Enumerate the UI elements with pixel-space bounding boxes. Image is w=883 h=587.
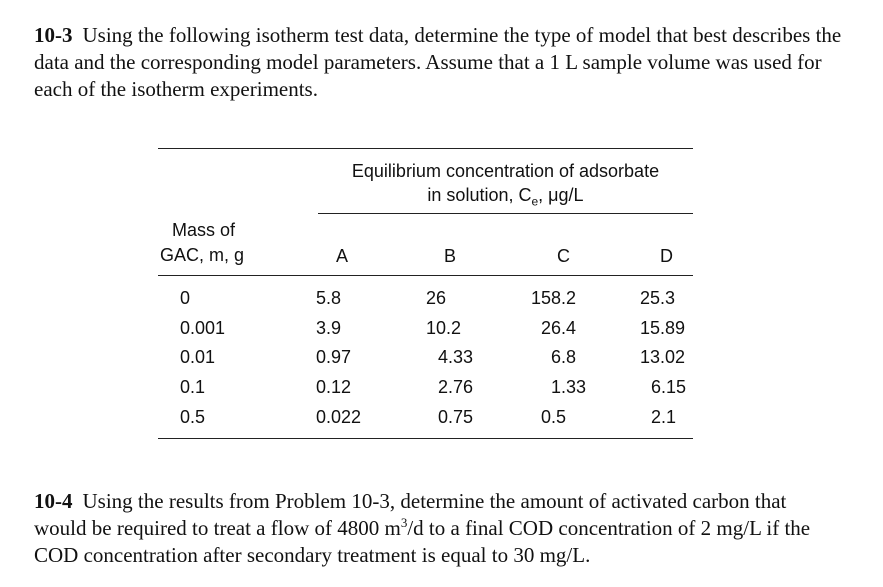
cell-mass: 0.01 [180,347,216,367]
cell-d: 6.15 [651,377,687,397]
cell-d: 13.02 [640,347,686,367]
problem-number: 10-3 [34,23,73,47]
problem-number: 10-4 [34,489,73,513]
cell-a: 0.12 [316,377,352,397]
cell-c: 0.5 [541,407,567,427]
cell-b: 4.33 [438,347,474,367]
cell-b: 26 [426,288,447,308]
cell-c: 1.33 [551,377,587,397]
cell-b: 10.2 [426,318,462,338]
subscript-e: e [531,194,539,209]
problem-text-part2: /d to a final COD concentration of 2 mg/L if the COD concentration after secondary treatment is equal to 30 mg/L. [34,516,811,567]
problem-text: Using the following isotherm test data, determine the type of model that best describes the data and the corresponding model parameters. Assume that a 1 L sample volume was used for each of the isotherm experiments. [34,23,842,101]
mass-header-line1: Mass of [172,220,236,240]
cell-a: 3.9 [316,318,342,338]
cell-b: 2.76 [438,377,474,397]
cell-mass: 0.001 [180,318,226,338]
mass-header-line2: GAC, m, g [160,245,245,265]
header-bottom-rule [158,275,693,276]
cell-d: 2.1 [651,407,677,427]
problem-text-part1: Using the results from Problem 10-3, determine the amount of activated carbon that would be required to treat a flow of 4800 m [34,489,787,540]
column-header-c: C [557,246,570,266]
cell-b: 0.75 [438,407,474,427]
cell-mass: 0.1 [180,377,206,397]
cell-d: 25.3 [640,288,676,308]
column-header-b: B [444,246,457,266]
group-header-line1: Equilibrium concentration of adsorbate [351,161,660,181]
cell-c: 158.2 [531,288,577,308]
group-header-rule [318,213,693,214]
column-header-a: A [336,246,349,266]
cell-c: 26.4 [541,318,577,338]
problem-10-4 [34,488,844,569]
problem-10-3 [34,22,844,103]
group-header-line2: in solution, $C_e$, μg/L [427,185,584,209]
cell-mass: 0.5 [180,407,206,427]
cell-a: 5.8 [316,288,342,308]
cell-d: 15.89 [640,318,686,338]
table-top-rule [158,148,693,149]
column-header-d: D [660,246,673,266]
table-bottom-rule [158,438,693,439]
cell-a: 0.022 [316,407,362,427]
cell-mass: 0 [180,288,191,308]
cell-c: 6.8 [551,347,577,367]
cell-a: 0.97 [316,347,352,367]
superscript-3: 3 [400,515,408,530]
